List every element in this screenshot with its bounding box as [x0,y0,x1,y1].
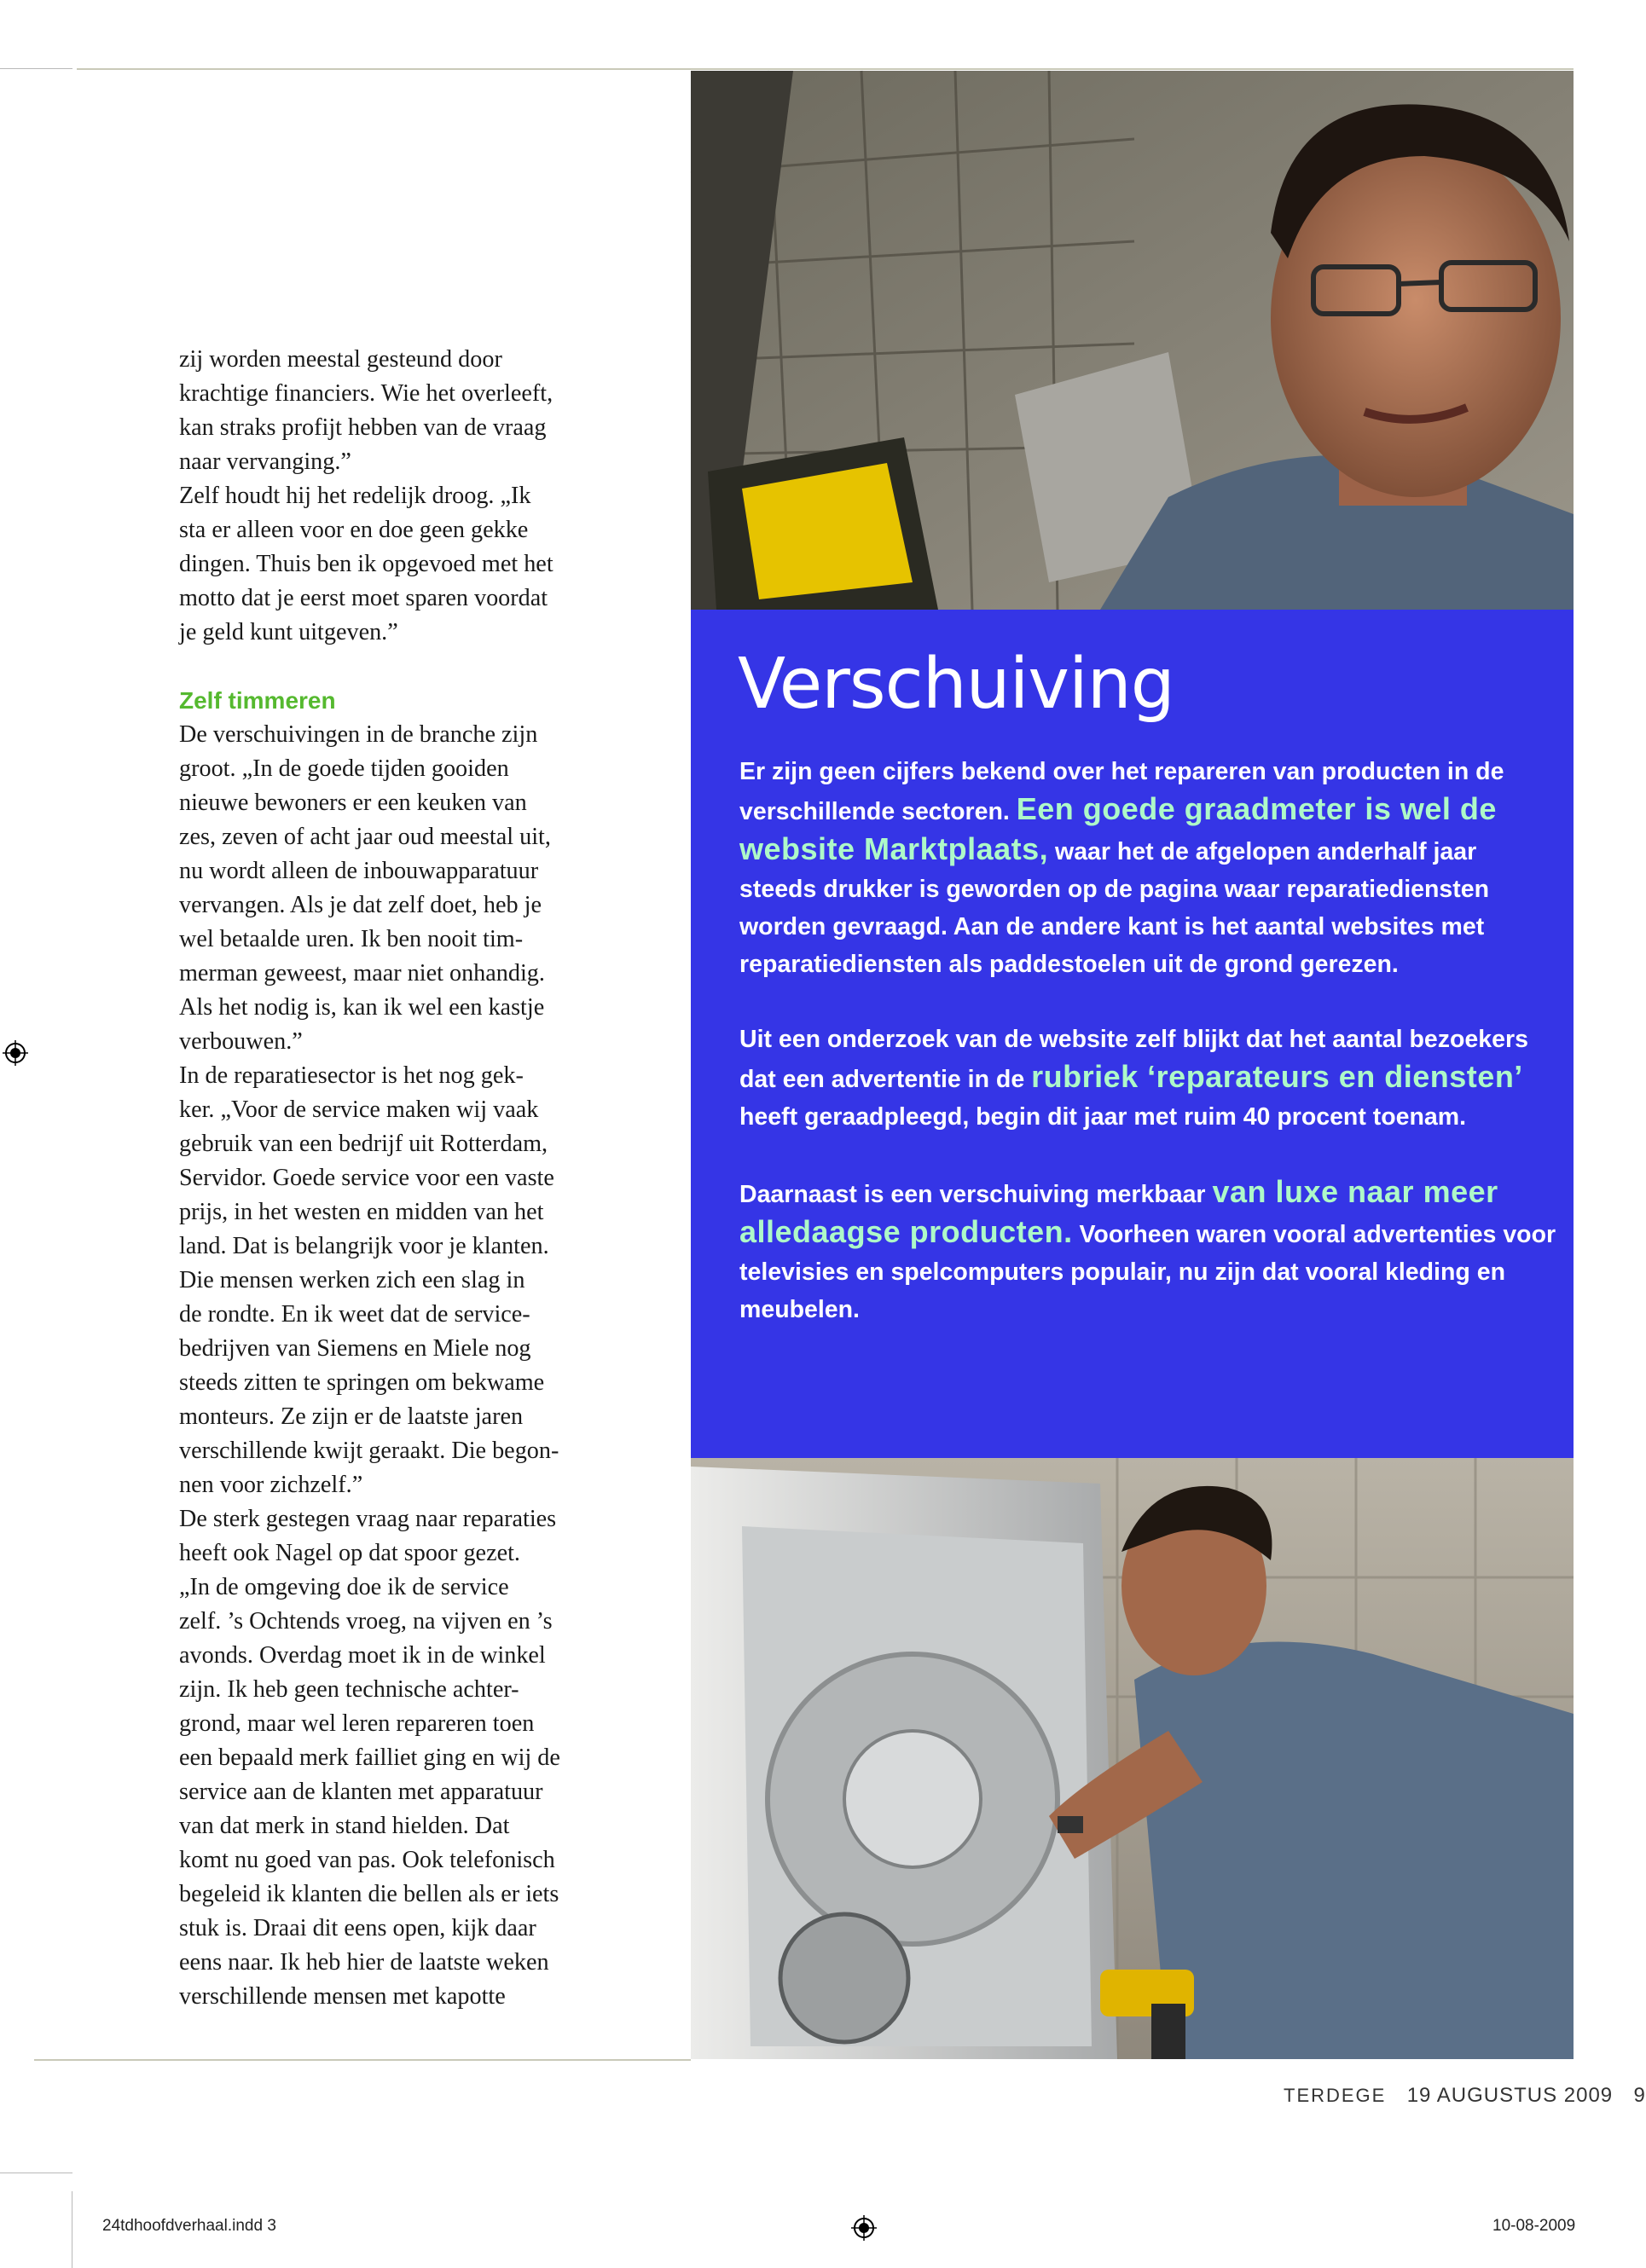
sidebar-box-verschuiving [691,610,1574,1458]
text-line: stuk is. Draai dit eens open, kijk daar [179,1915,536,1941]
text-line: „In de omgeving doe ik de service [179,1574,509,1600]
text-line: Die mensen werken zich een slag in [179,1267,525,1293]
box-p2-text-b: heeft geraadpleegd, begin dit jaar met ruim 40 procent toenam. [739,1103,1467,1131]
text-line: In de reparatiesector is het nog gek- [179,1062,524,1089]
text-line: zelf. ’s Ochtends vroeg, na vijven en ’s [179,1608,553,1634]
text-line: De verschuivingen in de branche zijn [179,721,538,748]
text-line: nieuwe bewoners er een keuken van [179,790,527,816]
text-line: een bepaald merk failliet ging en wij de [179,1744,560,1771]
box-p1-text-b: waar het de afgelopen anderhalf jaar steeds drukker is geworden op de pagina waar reparatiediensten worden gevraagd. Aan de andere kant is het aantal websites met reparatiediensten als paddestoelen uit de grond gerezen. [739,838,1490,978]
page-top-rule [77,68,1574,70]
text-line: land. Dat is belangrijk voor je klanten. [179,1233,549,1259]
text-line: zijn. Ik heb geen technische achter- [179,1676,519,1703]
crop-mark-top-left [0,68,72,69]
running-footer [1284,2084,1646,2108]
text-line: verschillende kwijt geraakt. Die begon- [179,1438,559,1464]
text-line: Zelf houdt hij het redelijk droog. „Ik [179,483,531,509]
text-line: monteurs. Ze zijn er de laatste jaren [179,1403,524,1430]
text-line: prijs, in het westen en midden van het [179,1199,544,1225]
page-number: 9 [1633,2084,1646,2107]
text-line: begeleid ik klanten die bellen als er iets [179,1881,559,1907]
text-line: kan straks profijt hebben van de vraag [179,414,547,441]
paragraph-intro [179,343,623,650]
subheading-zelf-timmeren: Zelf timmeren [179,687,336,714]
text-line: krachtige financiers. Wie het overleeft, [179,380,553,407]
text-line: vervangen. Als je dat zelf doet, heb je [179,892,542,918]
slug-filename: 24tdhoofdverhaal.indd 3 [102,2217,276,2235]
box-p3-text-a: Daarnaast is een verschuiving merkbaar [739,1181,1213,1208]
box-p2-text-a: Uit een onderzoek van de website zelf blijkt dat het aantal bezoekers dat een advertentie in de [739,1026,1528,1093]
box-paragraph-3 [739,1173,1558,1328]
box-title: Verschuiving [738,644,1174,725]
text-line: motto dat je eerst moet sparen voordat [179,585,548,611]
box-p3-highlight: van luxe naar meer alledaagse producten. [739,1174,1498,1249]
article-column [179,343,623,2014]
text-line: ker. „Voor de service maken wij vaak [179,1096,539,1123]
text-line: nen voor zichzelf.” [179,1472,363,1498]
text-line: steeds zitten te springen om bekwame [179,1369,545,1396]
text-line: verbouwen.” [179,1028,303,1055]
text-line: merman geweest, maar niet onhandig. [179,960,545,986]
text-line: zes, zeven of acht jaar oud meestal uit, [179,824,551,850]
text-line: bedrijven van Siemens en Miele nog [179,1335,531,1362]
text-line: De sterk gestegen vraag naar reparaties [179,1506,557,1532]
text-line: service aan de klanten met apparatuur [179,1779,543,1805]
text-line: wel betaalde uren. Ik ben nooit tim- [179,926,524,952]
text-line: Als het nodig is, kan ik wel een kastje [179,994,545,1021]
text-line: komt nu goed van pas. Ook telefonisch [179,1847,555,1873]
text-line: dingen. Thuis ben ik opgevoed met het [179,551,553,577]
issue-date: 19 AUGUSTUS 2009 [1406,2084,1614,2107]
registration-mark-left [3,1040,28,1066]
text-line: gebruik van een bedrijf uit Rotterdam, [179,1131,548,1157]
registration-mark-bottom [851,2215,877,2241]
slug-date: 10-08-2009 [1492,2217,1576,2235]
text-line: sta er alleen voor en doe geen gekke [179,517,529,543]
text-line: groot. „In de goede tijden gooiden [179,755,509,782]
text-line: nu wordt alleen de inbouwapparatuur [179,858,539,884]
box-p3-text-b: Voorheen waren vooral advertenties voor televisies en spelcomputers populair, nu zijn dat vooral kleding en meubelen. [739,1221,1556,1323]
text-line: eens naar. Ik heb hier de laatste weken [179,1949,549,1976]
text-line: je geld kunt uitgeven.” [179,619,398,645]
photo-repairman-portrait [691,71,1574,610]
text-line: grond, maar wel leren repareren toen [179,1710,535,1737]
box-p1-text-a: Er zijn geen cijfers bekend over het repareren van producten in de verschillende sectoren. [739,758,1504,825]
box-p2-highlight: rubriek ‘reparateurs en diensten’ [1031,1059,1523,1094]
text-line: zij worden meestal gesteund door [179,346,502,373]
page-bottom-rule [34,2059,691,2061]
text-line: verschillende mensen met kapotte [179,1983,506,2010]
box-paragraph-1 [739,753,1558,983]
text-line: heeft ook Nagel op dat spoor gezet. [179,1540,520,1566]
text-line: naar vervanging.” [179,448,351,475]
text-line: avonds. Overdag moet ik in de winkel [179,1642,546,1669]
box-body [739,753,1558,1366]
box-paragraph-2 [739,1021,1558,1136]
text-line: de rondte. En ik weet dat de service- [179,1301,530,1328]
magazine-name: TERDEGE [1284,2085,1387,2106]
text-line: Servidor. Goede service voor een vaste [179,1165,554,1191]
paragraph-main [179,718,623,2014]
box-p1-highlight: Een goede graadmeter is wel de website Marktplaats, [739,791,1497,866]
text-line: van dat merk in stand hielden. Dat [179,1813,510,1839]
photo-repairman-at-work [691,1458,1574,2059]
